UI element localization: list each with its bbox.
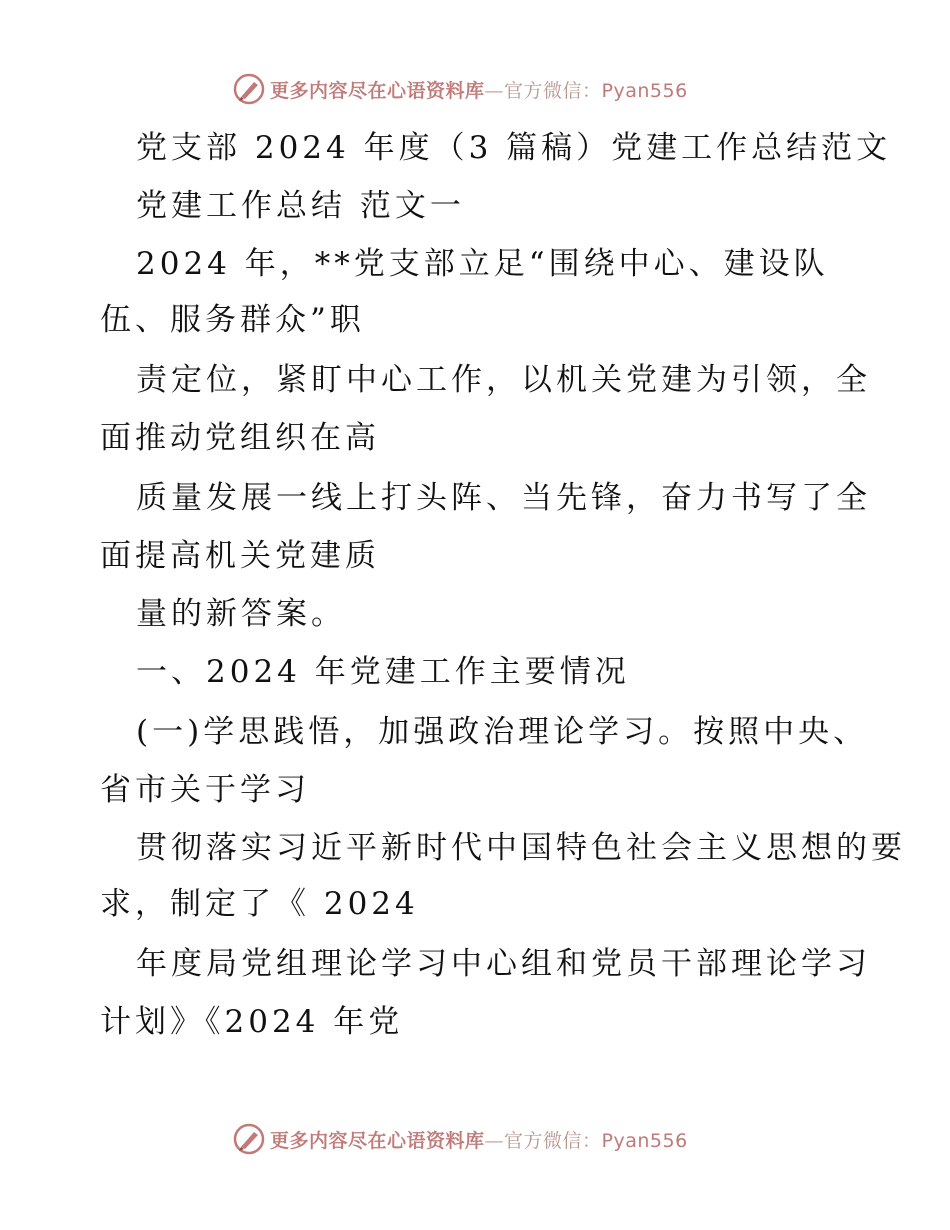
body-line-1: 2024 年，**党支部立足“围绕中心、建设队 [136,246,829,282]
document-title: 党支部 2024 年度（3 篇稿）党建工作总结范文 [136,130,892,166]
watermark-handle: Pyan556 [601,1129,688,1152]
watermark-handle: Pyan556 [601,79,688,102]
body-line-3: 责定位，紧盯中心工作，以机关党建为引领，全 [136,362,871,398]
body-line-4: 面推动党组织在高 [100,420,380,456]
pen-logo-icon [232,72,266,106]
body-line-6: 面提高机关党建质 [100,538,380,574]
document-subtitle: 党建工作总结 范文一 [136,188,465,224]
watermark-separator: — [484,1129,505,1152]
body-line-14: 计划》《2024 年党 [100,1004,404,1040]
pen-logo-icon [232,1122,266,1156]
watermark-main: 更多内容尽在心语资料库 [270,79,485,102]
body-line-7: 量的新答案。 [136,596,346,632]
body-line-11: 贯彻落实习近平新时代中国特色社会主义思想的要 [136,830,906,866]
section-heading-1: 一、2024 年党建工作主要情况 [136,654,630,690]
watermark-banner-top [232,72,712,106]
body-line-5: 质量发展一线上打头阵、当先锋，奋力书写了全 [136,480,871,516]
body-line-12: 求，制定了《 2024 [100,886,419,922]
watermark-wechat-label: 官方微信： [504,1129,602,1152]
watermark-text [270,1126,688,1153]
watermark-banner-bottom [232,1122,712,1156]
body-line-13: 年度局党组理论学习中心组和党员干部理论学习 [136,946,871,982]
watermark-wechat-label: 官方微信： [504,79,602,102]
body-line-10: 省市关于学习 [100,772,310,808]
watermark-text [270,76,688,103]
body-line-9: (一)学思践悟，加强政治理论学习。按照中央、 [136,714,869,750]
watermark-separator: — [484,79,505,102]
body-line-2: 伍、服务群众”职 [100,302,365,338]
watermark-main: 更多内容尽在心语资料库 [270,1129,485,1152]
